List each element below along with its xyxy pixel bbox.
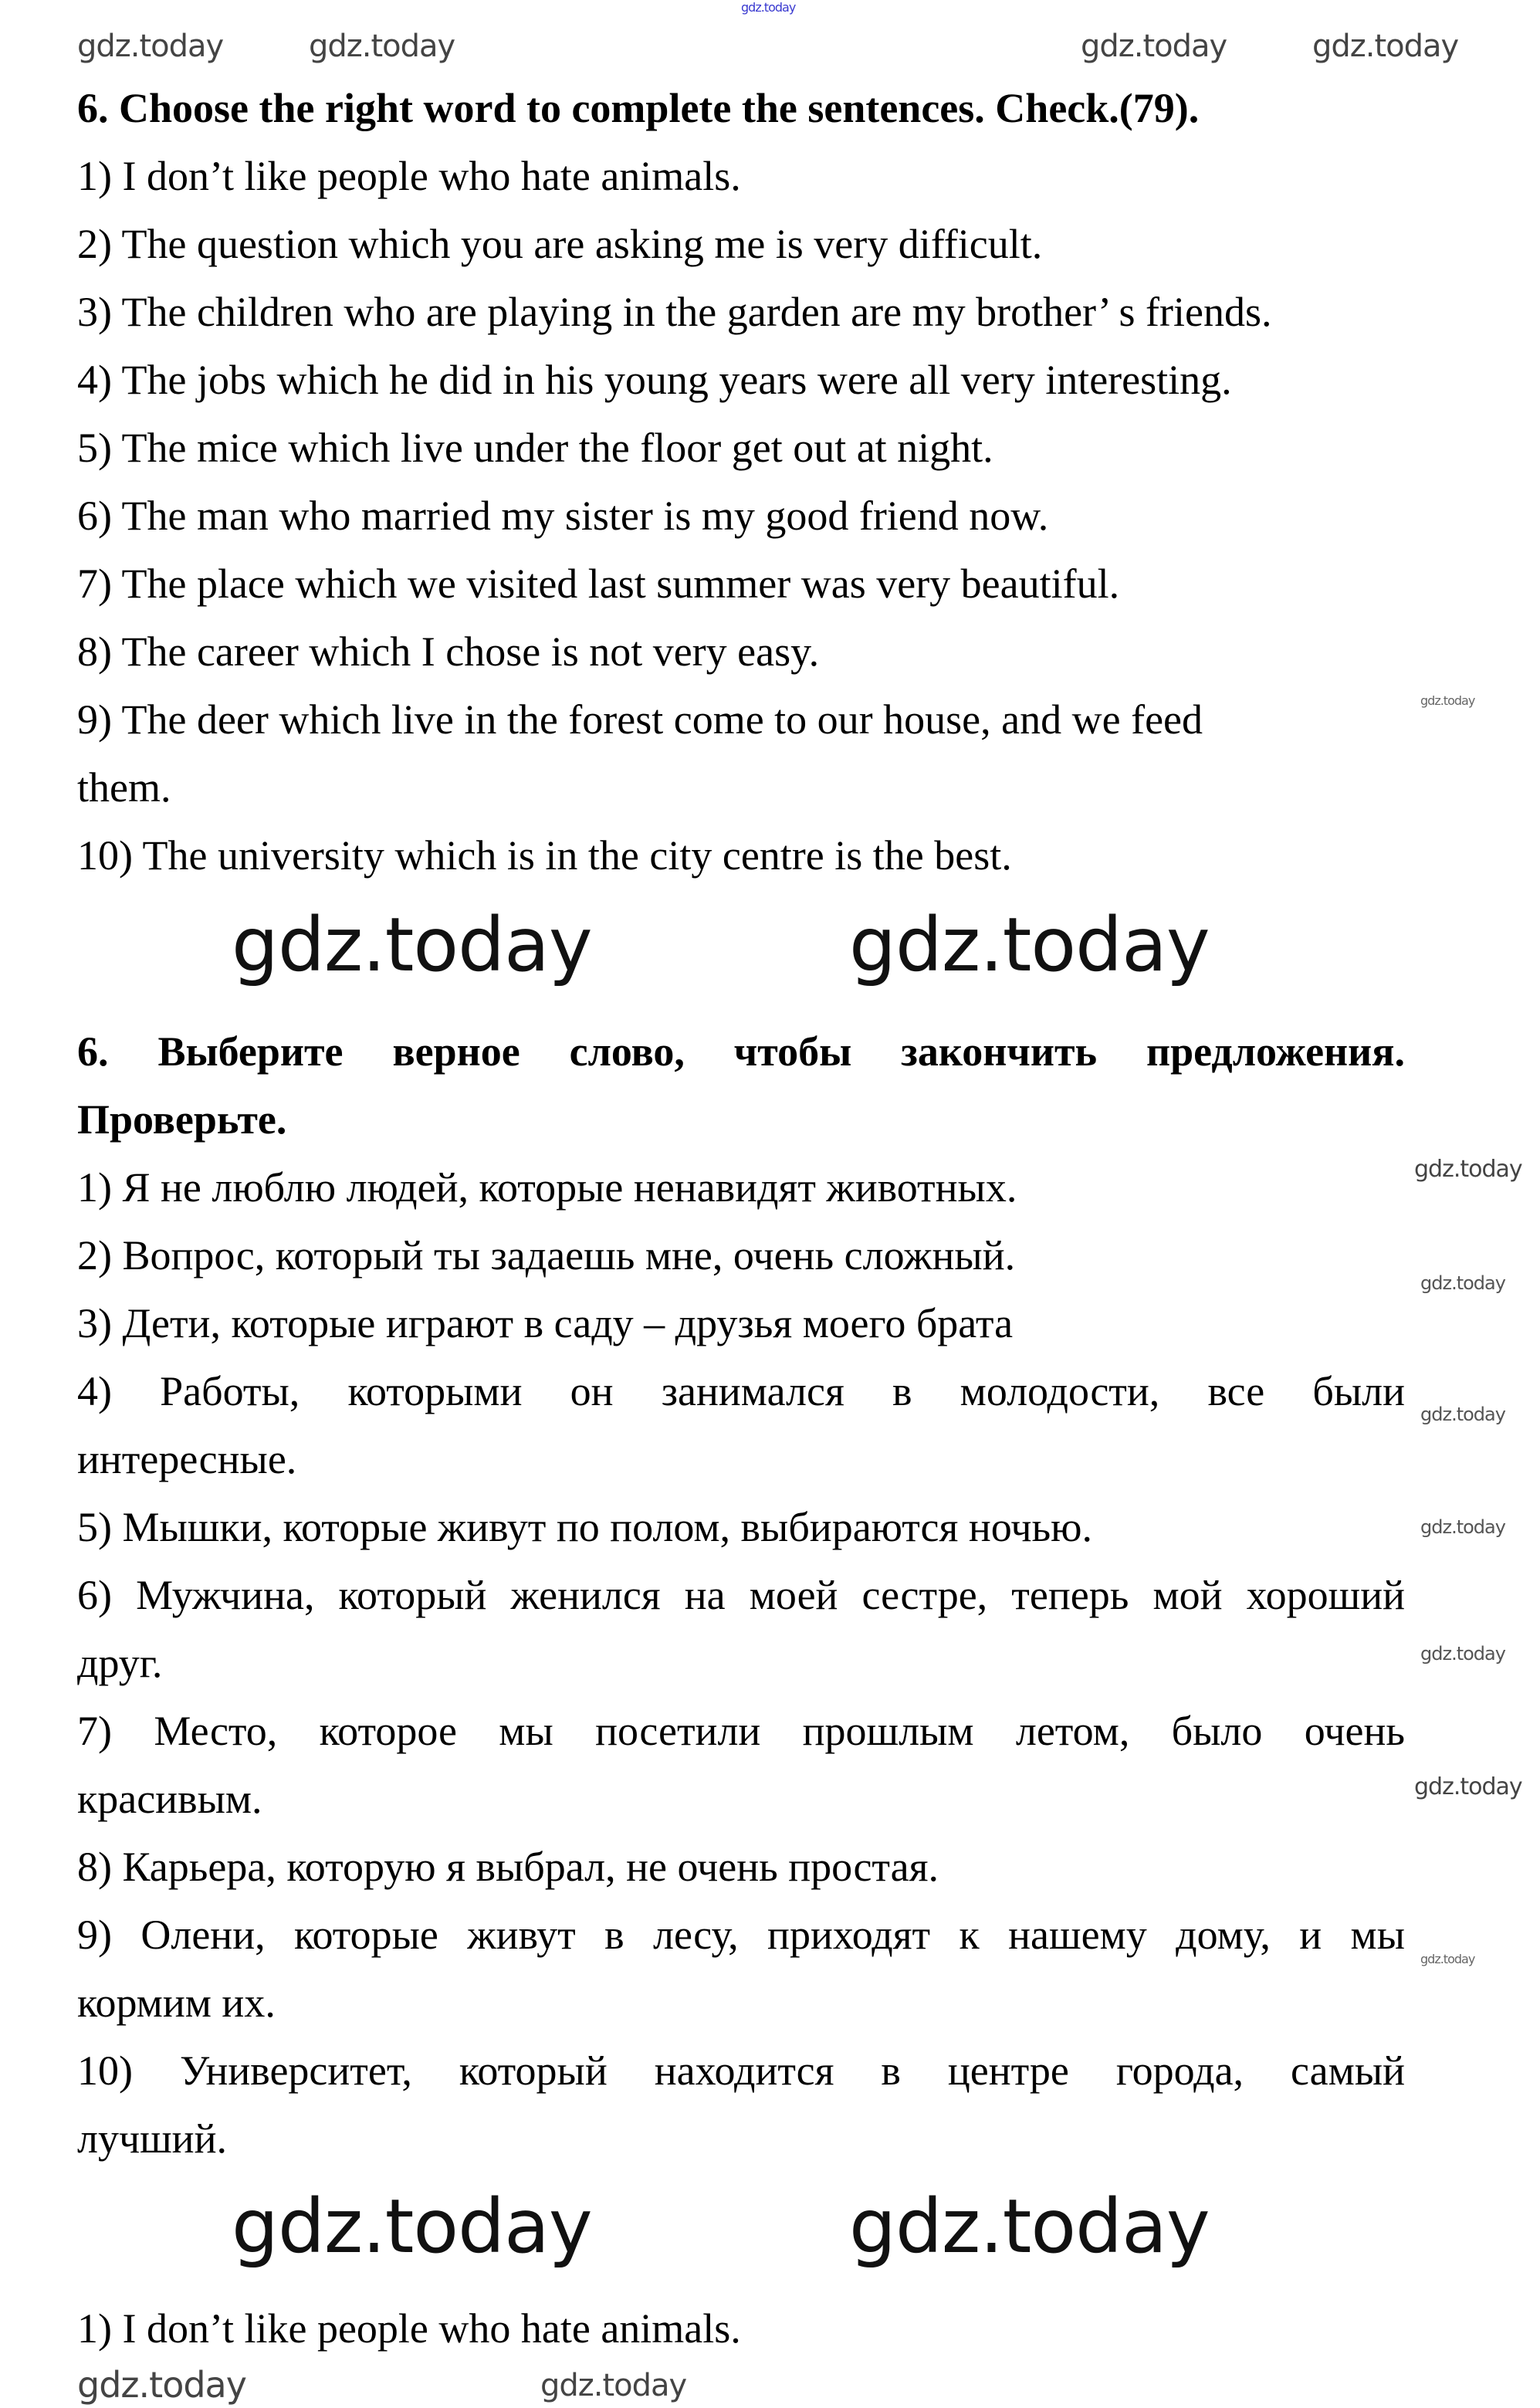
sentence-en-cont: them. bbox=[77, 764, 171, 811]
sentence-ru: 5) Мышки, которые живут по полом, выбираются ночью. bbox=[77, 1504, 1092, 1550]
watermark: gdz.today bbox=[1420, 1952, 1475, 1966]
watermark: gdz.today bbox=[1420, 693, 1475, 708]
sentence-ru: 3) Дети, которые играют в саду – друзья моего брата bbox=[77, 1300, 1014, 1346]
watermark: gdz.today bbox=[1081, 29, 1227, 64]
sentence-ru: 4) Работы, которыми он занимался в молодости, все были bbox=[77, 1368, 1405, 1414]
sentence-en: 5) The mice which live under the floor get out at night. bbox=[77, 425, 993, 471]
sentence-ru: 2) Вопрос, который ты задаешь мне, очень сложный. bbox=[77, 1232, 1016, 1279]
sentence-ru-cont: кормим их. bbox=[77, 1980, 276, 2026]
exercise-title-ru: 6. Выберите верное слово, чтобы закончить предложения. bbox=[77, 1028, 1405, 1075]
sentence-ru-cont: интересные. bbox=[77, 1436, 297, 1482]
watermark: gdz.today bbox=[1414, 1156, 1522, 1183]
sentence-ru-cont: красивым. bbox=[77, 1776, 262, 1822]
sentence-ru: 8) Карьера, которую я выбрал, не очень простая. bbox=[77, 1844, 939, 1890]
sentence-ru: 1) Я не люблю людей, которые ненавидят животных. bbox=[77, 1164, 1017, 1211]
watermark: gdz.today bbox=[309, 29, 455, 64]
watermark: gdz.today bbox=[77, 29, 224, 64]
watermark: gdz.today bbox=[77, 2364, 246, 2406]
sentence-ru: 7) Место, которое мы посетили прошлым летом, было очень bbox=[77, 1708, 1405, 1754]
sentence-ru: 6) Мужчина, который женился на моей сестре, теперь мой хороший bbox=[77, 1572, 1405, 1618]
watermark: gdz.today bbox=[1420, 1516, 1505, 1538]
footer-sentence: 1) I don’t like people who hate animals. bbox=[77, 2305, 741, 2352]
sentence-ru-cont: лучший. bbox=[77, 2115, 227, 2162]
watermark: gdz.today bbox=[232, 902, 592, 988]
exercise-title-en: 6. Choose the right word to complete the sentences. Check.(79). bbox=[77, 85, 1200, 131]
sentence-en: 7) The place which we visited last summer was very beautiful. bbox=[77, 561, 1120, 607]
watermark: gdz.today bbox=[1312, 29, 1459, 64]
sentence-en: 1) I don’t like people who hate animals. bbox=[77, 153, 741, 199]
sentence-en: 6) The man who married my sister is my good friend now. bbox=[77, 493, 1049, 539]
sentence-en: 10) The university which is in the city centre is the best. bbox=[77, 832, 1012, 879]
watermark: gdz.today bbox=[849, 2183, 1210, 2270]
watermark: gdz.today bbox=[1420, 1404, 1505, 1425]
sentence-en: 9) The deer which live in the forest come to our house, and we feed bbox=[77, 696, 1203, 743]
sentence-en: 2) The question which you are asking me is very difficult. bbox=[77, 221, 1043, 267]
watermark: gdz.today bbox=[232, 2183, 592, 2270]
sentence-ru-cont: друг. bbox=[77, 1640, 163, 1686]
watermark: gdz.today bbox=[741, 0, 796, 15]
watermark: gdz.today bbox=[849, 902, 1210, 988]
watermark: gdz.today bbox=[540, 2368, 687, 2403]
exercise-title-ru-cont: Проверьте. bbox=[77, 1096, 287, 1143]
sentence-en: 4) The jobs which he did in his young years were all very interesting. bbox=[77, 357, 1232, 403]
sentence-en: 8) The career which I chose is not very easy. bbox=[77, 628, 820, 675]
sentence-ru: 10) Университет, который находится в центре города, самый bbox=[77, 2047, 1405, 2094]
sentence-ru: 9) Олени, которые живут в лесу, приходят к нашему дому, и мы bbox=[77, 1912, 1405, 1958]
watermark: gdz.today bbox=[1420, 1643, 1505, 1665]
watermark: gdz.today bbox=[1414, 1773, 1522, 1800]
sentence-en: 3) The children who are playing in the garden are my brother’ s friends. bbox=[77, 289, 1272, 335]
watermark: gdz.today bbox=[1420, 1272, 1505, 1294]
